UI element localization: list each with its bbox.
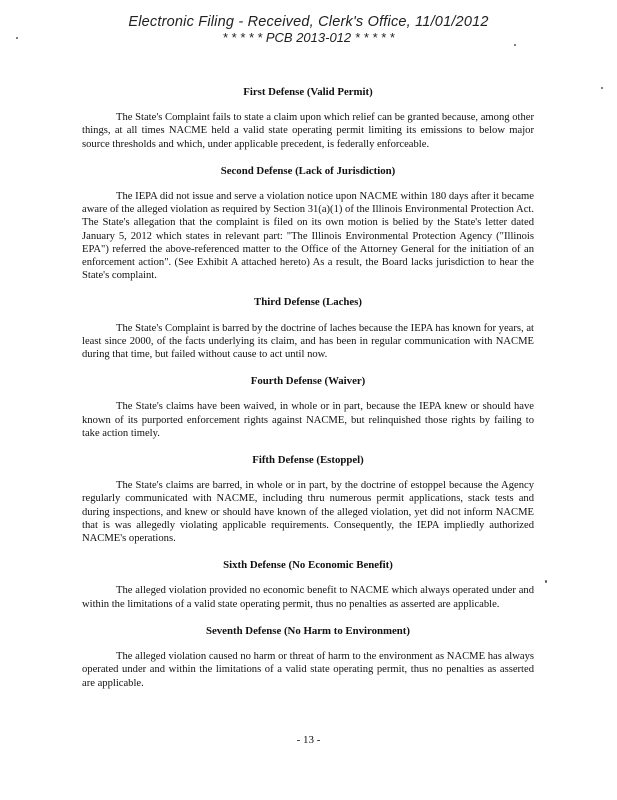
case-number-line: * * * * * PCB 2013-012 * * * * * <box>222 30 395 45</box>
section-second-defense <box>82 165 534 283</box>
filing-stamp-line: Electronic Filing - Received, Clerk's Office, 11/01/2012 <box>128 14 489 30</box>
section-heading: Third Defense (Laches) <box>254 296 362 309</box>
scan-speck <box>545 580 547 583</box>
document-body <box>82 86 534 704</box>
filing-stamp-header <box>0 14 617 45</box>
section-fourth-defense <box>82 375 534 440</box>
section-heading: Seventh Defense (No Harm to Environment) <box>205 624 411 637</box>
section-third-defense <box>82 296 534 361</box>
section-paragraph: The State's claims have been waived, in whole or in part, because the IEPA knew or should have known of its purported enforcement rights against NACME, but relinquished those rights by failing to take action timely. <box>82 401 534 439</box>
section-heading: Fifth Defense (Estoppel) <box>252 454 364 467</box>
section-first-defense <box>82 86 534 151</box>
scan-speck <box>514 44 516 46</box>
section-heading: Sixth Defense (No Economic Benefit) <box>223 559 393 572</box>
section-heading: Second Defense (Lack of Jurisdiction) <box>220 164 396 177</box>
section-sixth-defense <box>82 559 534 611</box>
section-heading: First Defense (Valid Permit) <box>243 86 373 98</box>
section-paragraph: The alleged violation caused no harm or threat of harm to the environment as NACME has always operated under and within the limitations of a valid state operating permit, thus no penalties as asserted are applicable. <box>82 651 534 689</box>
section-heading: Fourth Defense (Waiver) <box>250 375 366 388</box>
section-paragraph: The State's Complaint fails to state a claim upon which relief can be granted because, among other things, at all times NACME held a valid state operating permit limiting its emissions to below major source thresholds and which, under applicable precedent, is federally enforceable. <box>82 112 534 150</box>
page-number: - 13 - <box>296 734 321 746</box>
scan-speck <box>16 37 18 39</box>
scan-speck <box>601 87 603 89</box>
section-seventh-defense <box>82 625 534 690</box>
section-fifth-defense <box>82 454 534 545</box>
section-paragraph: The IEPA did not issue and serve a violation notice upon NACME within 180 days after it became aware of the alleged violation as required by Section 31(a)(1) of the Illinois Environmental Protection Act. The State's allegation that the complaint is filed on its own motion is belied by the State's letter dated January 5, 2012 which states in relevant part: "The Illinois Environmental Protection Agency ("Illinois EPA") referred the above-referenced matter to the Office of the Attorney General for the initiation of an enforcement action". (See Exhibit A attached hereto) As a result, the Board lacks jurisdiction to hear the State's complaint. <box>82 191 534 282</box>
section-paragraph: The alleged violation provided no economic benefit to NACME which always operated under and within the limitations of a valid state operating permit, thus no penalties as asserted are applicable. <box>82 585 534 610</box>
section-paragraph: The State's Complaint is barred by the doctrine of laches because the IEPA has known for years, at least since 2000, of the facts underlying its claim, and has been in regular communication with NACME during that time, but failed without cause to act until now. <box>82 322 534 361</box>
section-paragraph: The State's claims are barred, in whole or in part, by the doctrine of estoppel because the Agency regularly communicated with NACME, including thru numerous permit applications, stack tests and during inspections, and knew or should have known of the alleged violation, yet did not inform NACME that is was allegedly violating applicable requirements. Consequently, the IEPA impliedly authorized NACME's operations. <box>82 480 534 545</box>
